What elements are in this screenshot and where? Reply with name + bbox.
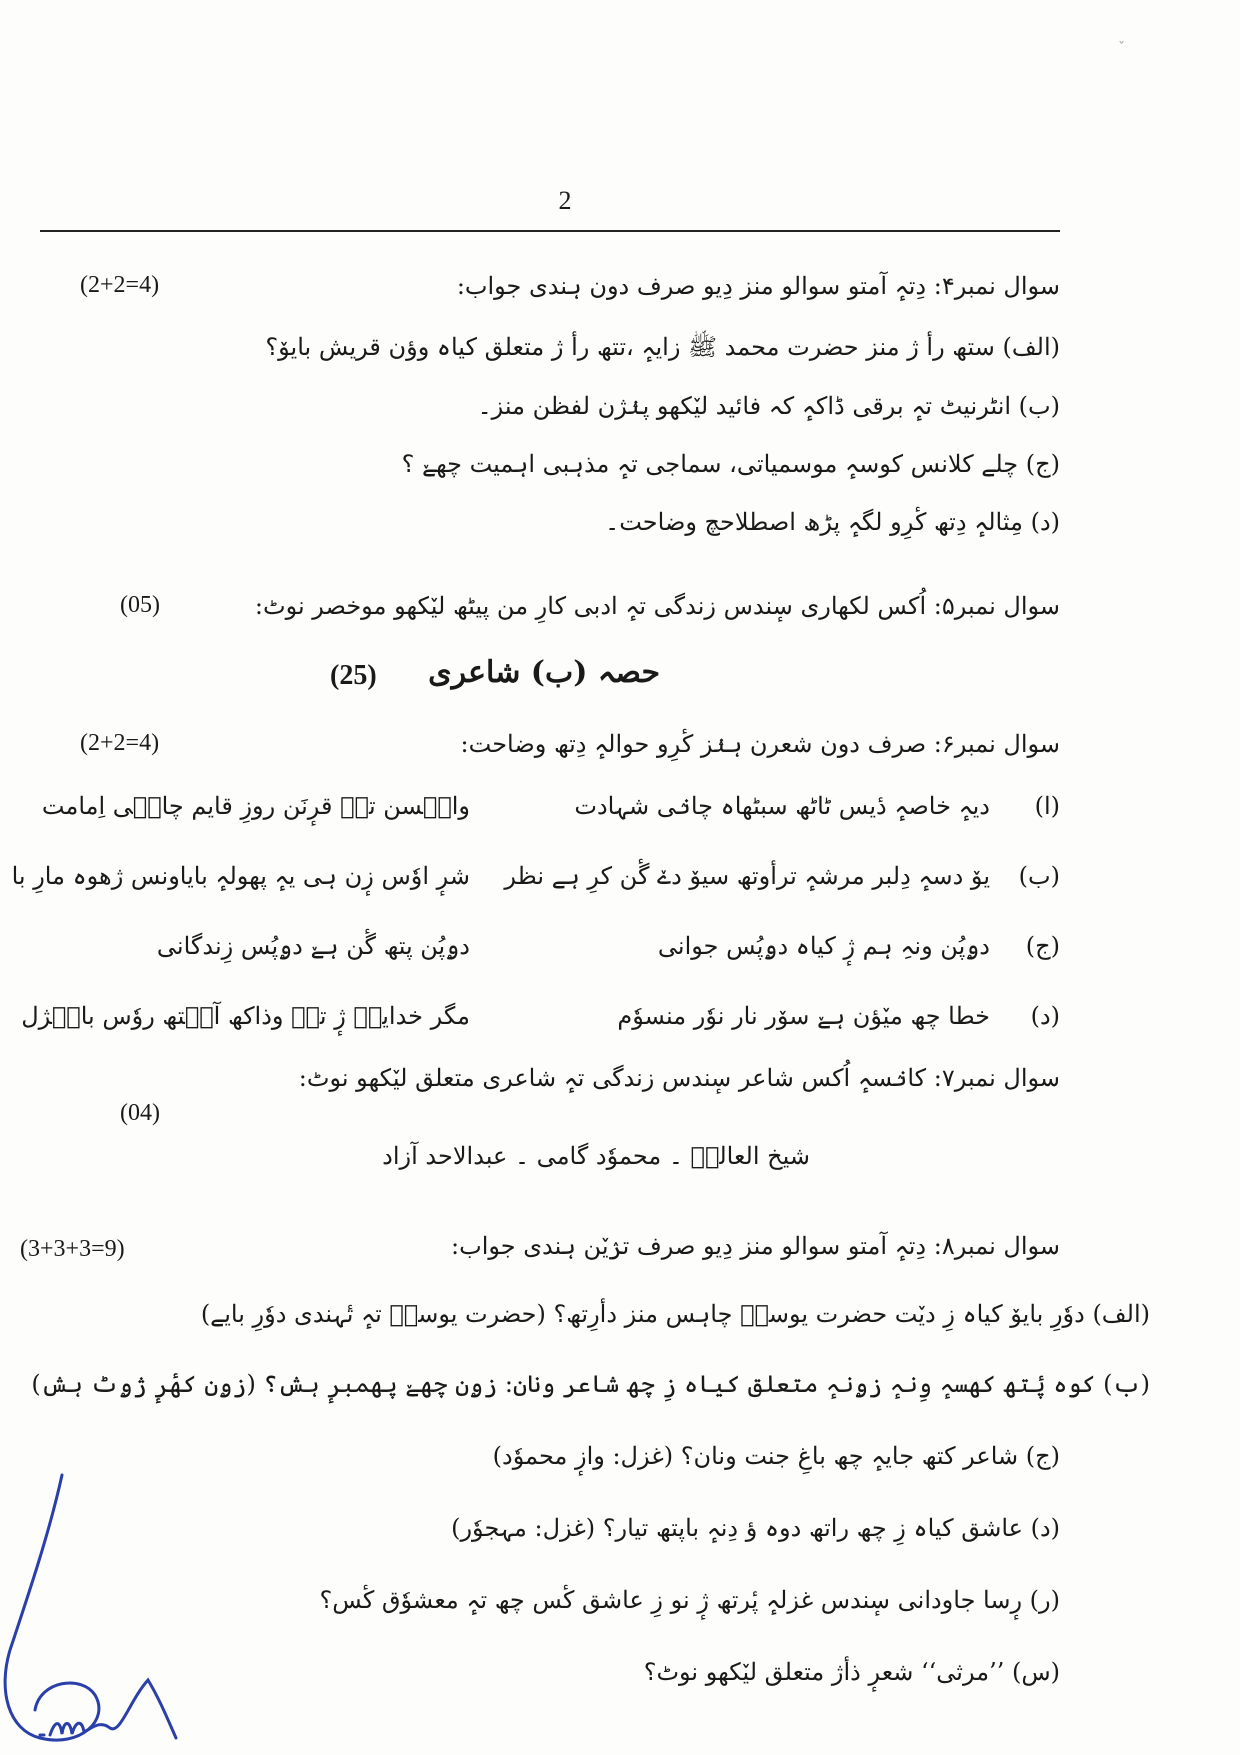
q8-heading: سوال نمبر۸: دِتہٕ آمتو سوالو منز دِیو صرف ترٛیٚن ہندی جواب:	[451, 1232, 1060, 1260]
verse-first-line: یوٚ دسہٕ دِلبر مرشہٕ ترأوتھ سیوٚ دےٚ گٔن کرِ ہے نظر	[504, 862, 990, 890]
signature	[0, 1470, 190, 1755]
section-b-title: حصہ (ب) شاعری	[428, 655, 660, 690]
q8-part-b: (ب) کوہ پٔتھ کھسہٕ وِنہٕ زۄنہٕ متعلق کیاہ زِ چھ شاعر ونان: زۄن چھےٚ پھمبرٕ ہش؟ (زۄن کھٔرٕ ژۄٹ ہش)	[31, 1370, 1150, 1398]
verse-label: (ج)	[1025, 932, 1060, 960]
q7-heading: سوال نمبر۷: کانٛسہٕ اُکس شاعر سٕندس زندگی تہٕ شاعری متعلق لیٚکھو نوٹ:	[298, 1064, 1060, 1092]
verse-first-line: دیہٕ خاصہٕ دٔیس ٹاٹھ سبٹھاہ چانٛی شہادت	[574, 792, 990, 820]
page-number: 2	[558, 186, 572, 215]
q5-marks: (05)	[120, 592, 160, 618]
q7-poets: شیخ العالمؒ ۔ محموٗد گامی ۔ عبدالاحد آزاد	[382, 1142, 810, 1170]
verse-second-line: مگر خدایہٕ ژٕ تےٚ وذاکھ آنٛتھ روٗس بانٛژل	[21, 1002, 470, 1030]
header-rule	[40, 230, 1060, 232]
scan-mark: ˇ	[1118, 40, 1125, 56]
q7-marks: (04)	[120, 1100, 160, 1126]
verse-label: (ا)	[1034, 792, 1060, 820]
q8-part-e: (ر) رٕسا جاودانی سٕندس غزلہٕ پٔرتھ ژٕ نو زِ عاشق کٔس چھ تہٕ معشوٗق کٔس؟	[319, 1586, 1060, 1614]
q4-part-d: (د) مِثالہٕ دِتھ کٔرِو لگہٕ پڑھ اصطلاحچ وضاحت۔	[605, 508, 1060, 536]
verse-first-line: خطا چھ میٚؤن ہےٚ سوٚر نار نوٗر منسوٗم	[617, 1002, 990, 1030]
q4-part-b: (ب) انٹرنیٹ تہٕ برقی ڈاکہٕ کہ فائید لیٚکھو پنٛژن لفظن منز۔	[477, 392, 1060, 420]
q6-heading: سوال نمبر۶: صرف دون شعرن ہنٛز کٔرِو حوالہٕ دِتھ وضاحت:	[460, 730, 1060, 758]
q8-part-d: (د) عاشق کیاہ زِ چھ راتھ دوہ ؤ دِنہٕ باپتھ تیار؟ (غزل: مہجوٗر)	[451, 1514, 1060, 1542]
q4-heading: سوال نمبر۴: دِتہٕ آمتو سوالو منز دِیو صرف دون ہندی جواب:	[456, 272, 1060, 300]
verse-second-line: شرٕ اوٗس زٕن ہی یہٕ پھولہٕ بایاونس ژھوہ مارِ با	[11, 862, 470, 890]
verse-label: (ب)	[1018, 862, 1060, 890]
q4-part-a: (الف) ستھ رأ ژ منز حضرت محمد ﷺ زایہٕ ،تتھ رأ ژ متعلق کیاہ وؤن قریش بایوٚ؟	[265, 333, 1060, 361]
q4-part-c: (ج) چلے کلانس کوسہٕ موسمیاتی، سماجی تہٕ مذہبی اہمیت چھےٚ ؟	[401, 450, 1060, 478]
q8-part-c: (ج) شاعر کتھ جایہٕ چھ باغِ جنت ونان؟ (غزل: وازٕ محموٗد)	[492, 1442, 1060, 1470]
verse-row	[11, 862, 1060, 906]
q6-marks: (2+2=4)	[80, 730, 160, 756]
verse-second-line: وانٛسن تہٕ قرٕنَن روزِ قایم چانٛی اِمامت	[41, 792, 470, 820]
verse-row	[41, 792, 1060, 836]
q8-part-a: (الف) دوٗرِ بایوٚ کیاہ زِ دیٚت حضرت یوسفؑ چاہس منز دأرِتھ؟ (حضرت یوسفؑ تہٕ تٔہندی دوٗرِ بایے)	[200, 1300, 1150, 1328]
verse-row	[21, 1002, 1060, 1046]
q8-part-f: (س) ’’مرثی‘‘ شعرٕ ذأژ متعلق لیٚکھو نوٹ؟	[643, 1658, 1060, 1686]
verse-label: (د)	[1030, 1002, 1060, 1030]
section-b-marks: (25)	[330, 660, 377, 691]
verse-second-line: دۄپُن پتھ گٔن ہےٚ دۄپُس زِندگانی	[156, 932, 470, 960]
q5-heading: سوال نمبر۵: اُکس لکھاری سٕندس زندگی تہٕ ادبی کارِ من پیٹھ لیٚکھو موخصر نوٹ:	[254, 592, 1060, 620]
verse-first-line: دۄپُن ونہِ ہم ژٕ کیاہ دۄپُس جوانی	[657, 932, 990, 960]
verse-row	[60, 932, 1060, 976]
q4-marks: (2+2=4)	[80, 272, 160, 298]
q8-marks: (3+3+3=9)	[20, 1236, 125, 1262]
